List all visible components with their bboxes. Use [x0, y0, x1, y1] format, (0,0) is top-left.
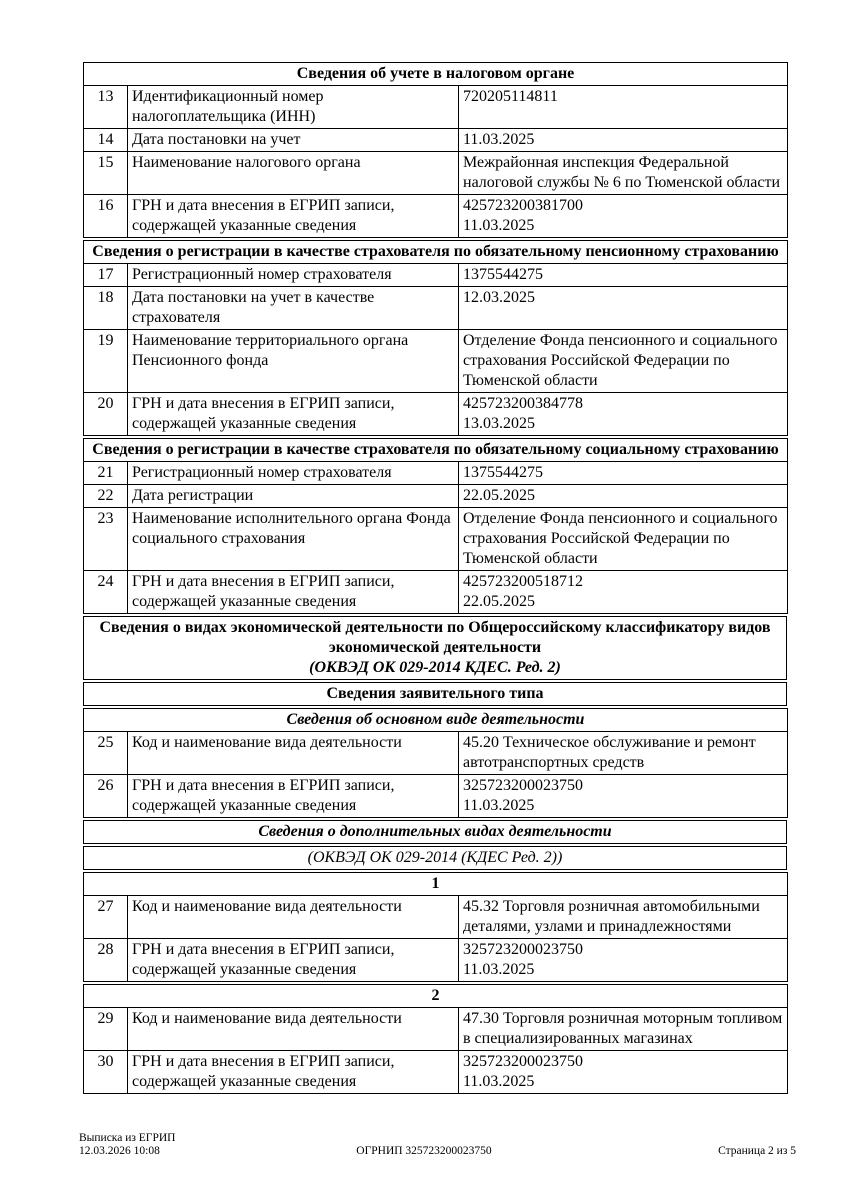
- row-value: [459, 287, 788, 330]
- row-value-line: 1375544275: [463, 464, 543, 481]
- section-header: Сведения заявительного типа: [84, 683, 787, 706]
- row-number: 22: [84, 485, 128, 508]
- table-row: [84, 129, 788, 152]
- table-row: [84, 330, 788, 393]
- table-row: [84, 775, 788, 818]
- row-value-line: 11.03.2025: [463, 961, 535, 978]
- row-label: Код и наименование вида деятельности: [128, 896, 459, 939]
- section-header: Сведения об основном виде деятельности: [84, 709, 788, 732]
- row-number: 15: [84, 152, 128, 195]
- row-value: [459, 462, 788, 485]
- row-value: [459, 896, 788, 939]
- row-number: 19: [84, 330, 128, 393]
- row-value: [459, 86, 788, 129]
- section-header-row: [84, 709, 788, 732]
- table-row: [84, 571, 788, 614]
- row-number: 24: [84, 571, 128, 614]
- section-activity-1: [83, 872, 788, 982]
- row-label: ГРН и дата внесения в ЕГРИП записи, содержащей указанные сведения: [128, 775, 459, 818]
- table-row: [84, 287, 788, 330]
- row-value-line: 1375544275: [463, 266, 543, 283]
- table-row: [84, 152, 788, 195]
- row-value-line: 22.05.2025: [463, 593, 535, 610]
- row-value-line: 45.20 Техническое обслуживание и ремонт автотранспортных средств: [463, 734, 756, 771]
- row-number: 27: [84, 896, 128, 939]
- table-row: [84, 939, 788, 982]
- table-row: [84, 195, 788, 238]
- row-label: Идентификационный номер налогоплательщика (ИНН): [128, 86, 459, 129]
- table-row: [84, 485, 788, 508]
- footer-doc-type: Выписка из ЕГРИП: [79, 1132, 176, 1144]
- row-label: Наименование налогового органа: [128, 152, 459, 195]
- section-okved-edition: [83, 846, 787, 870]
- section-activity-2: [83, 984, 788, 1094]
- row-label: Наименование территориального органа Пенсионного фонда: [128, 330, 459, 393]
- footer-page-number: Страница 2 из 5: [718, 1145, 796, 1157]
- table-row: [84, 462, 788, 485]
- row-value-line: 425723200384778: [463, 395, 583, 412]
- row-value-line: 47.30 Торговля розничная моторным топливом в специализированных магазинах: [463, 1010, 783, 1047]
- row-label: Код и наименование вида деятельности: [128, 732, 459, 775]
- section-tax-registration: [83, 62, 788, 238]
- activity-index: 2: [84, 985, 788, 1008]
- table-row: [84, 896, 788, 939]
- row-label: Дата постановки на учет в качестве страхователя: [128, 287, 459, 330]
- table-row: [84, 1008, 788, 1051]
- row-number: 21: [84, 462, 128, 485]
- row-label: ГРН и дата внесения в ЕГРИП записи, содержащей указанные сведения: [128, 393, 459, 436]
- section-social-insurance: [83, 438, 788, 614]
- row-label: Регистрационный номер страхователя: [128, 264, 459, 287]
- row-value: [459, 264, 788, 287]
- row-number: 20: [84, 393, 128, 436]
- section-main-activity: [83, 708, 788, 818]
- footer-datetime: 12.03.2026 10:08: [79, 1145, 160, 1157]
- section-additional-activities: [83, 820, 787, 844]
- row-value: [459, 129, 788, 152]
- row-value: [459, 732, 788, 775]
- row-value-line: 12.03.2025: [463, 289, 535, 306]
- table-row: [84, 264, 788, 287]
- section-header: Сведения об учете в налоговом органе: [84, 63, 788, 86]
- section-header-row: [84, 847, 787, 870]
- section-okved-classifier: [83, 616, 787, 680]
- row-number: 13: [84, 86, 128, 129]
- section-header: [84, 617, 787, 680]
- table-row: [84, 1051, 788, 1094]
- row-value: [459, 508, 788, 571]
- table-row: [84, 732, 788, 775]
- section-header: Сведения о регистрации в качестве страхователя по обязательному социальному страхованию: [84, 439, 788, 462]
- row-value: [459, 195, 788, 238]
- row-value-line: 325723200023750: [463, 777, 583, 794]
- row-number: 18: [84, 287, 128, 330]
- row-number: 23: [84, 508, 128, 571]
- row-value-line: Отделение Фонда пенсионного и социального страхования Российской Федерации по Тюменской области: [463, 332, 778, 389]
- row-number: 29: [84, 1008, 128, 1051]
- row-label: Дата постановки на учет: [128, 129, 459, 152]
- row-number: 14: [84, 129, 128, 152]
- table-row: [84, 86, 788, 129]
- row-label: ГРН и дата внесения в ЕГРИП записи, содержащей указанные сведения: [128, 195, 459, 238]
- row-label: ГРН и дата внесения в ЕГРИП записи, содержащей указанные сведения: [128, 571, 459, 614]
- row-value-line: 325723200023750: [463, 941, 583, 958]
- section-header: Сведения о дополнительных видах деятельности: [84, 821, 787, 844]
- row-value: [459, 152, 788, 195]
- row-value-line: Межрайонная инспекция Федеральной налоговой службы № 6 по Тюменской области: [463, 154, 781, 191]
- section-header-row: [84, 63, 788, 86]
- row-label: ГРН и дата внесения в ЕГРИП записи, содержащей указанные сведения: [128, 1051, 459, 1094]
- row-number: 25: [84, 732, 128, 775]
- row-value-line: 11.03.2025: [463, 217, 535, 234]
- row-number: 16: [84, 195, 128, 238]
- section-header-row: [84, 439, 788, 462]
- row-value-line: 325723200023750: [463, 1053, 583, 1070]
- table-row: [84, 393, 788, 436]
- section-header-row: [84, 241, 788, 264]
- row-value-line: 13.03.2025: [463, 415, 535, 432]
- row-value-line: 11.03.2025: [463, 131, 535, 148]
- activity-index: 1: [84, 873, 788, 896]
- section-header-row: [84, 617, 787, 680]
- row-value-line: 11.03.2025: [463, 797, 535, 814]
- section-header: (ОКВЭД ОК 029-2014 (КДЕС Ред. 2)): [84, 847, 787, 870]
- row-value: [459, 1008, 788, 1051]
- row-value: [459, 775, 788, 818]
- row-value-line: 22.05.2025: [463, 487, 535, 504]
- egrip-extract-content: [83, 62, 787, 1094]
- section-title: Сведения о видах экономической деятельности по Общероссийскому классификатору видов экономической деятельности: [99, 619, 771, 656]
- row-value: [459, 330, 788, 393]
- row-label: Наименование исполнительного органа Фонда социального страхования: [128, 508, 459, 571]
- section-header-row: [84, 821, 787, 844]
- row-label: ГРН и дата внесения в ЕГРИП записи, содержащей указанные сведения: [128, 939, 459, 982]
- section-subtitle: (ОКВЭД ОК 029-2014 КДЕС. Ред. 2): [309, 659, 561, 676]
- row-value-line: 425723200518712: [463, 573, 583, 590]
- section-header-row: [84, 683, 787, 706]
- footer-ogrnip: ОГРНИП 325723200023750: [356, 1145, 492, 1157]
- row-label: Код и наименование вида деятельности: [128, 1008, 459, 1051]
- section-claim-type: [83, 682, 787, 706]
- row-value: [459, 571, 788, 614]
- row-value-line: Отделение Фонда пенсионного и социального страхования Российской Федерации по Тюменской области: [463, 510, 778, 567]
- table-row: [84, 508, 788, 571]
- section-header-row: [84, 985, 788, 1008]
- row-value: [459, 485, 788, 508]
- row-number: 28: [84, 939, 128, 982]
- row-label: Дата регистрации: [128, 485, 459, 508]
- section-header: Сведения о регистрации в качестве страхователя по обязательному пенсионному страхованию: [84, 241, 788, 264]
- row-number: 17: [84, 264, 128, 287]
- row-value-line: 425723200381700: [463, 197, 583, 214]
- row-label: Регистрационный номер страхователя: [128, 462, 459, 485]
- section-pension-insurance: [83, 240, 788, 436]
- row-value: [459, 393, 788, 436]
- row-value-line: 45.32 Торговля розничная автомобильными деталями, узлами и принадлежностями: [463, 898, 760, 935]
- row-number: 26: [84, 775, 128, 818]
- row-value-line: 11.03.2025: [463, 1073, 535, 1090]
- row-value: [459, 939, 788, 982]
- row-value-line: 720205114811: [463, 88, 558, 105]
- section-header-row: [84, 873, 788, 896]
- row-number: 30: [84, 1051, 128, 1094]
- row-value: [459, 1051, 788, 1094]
